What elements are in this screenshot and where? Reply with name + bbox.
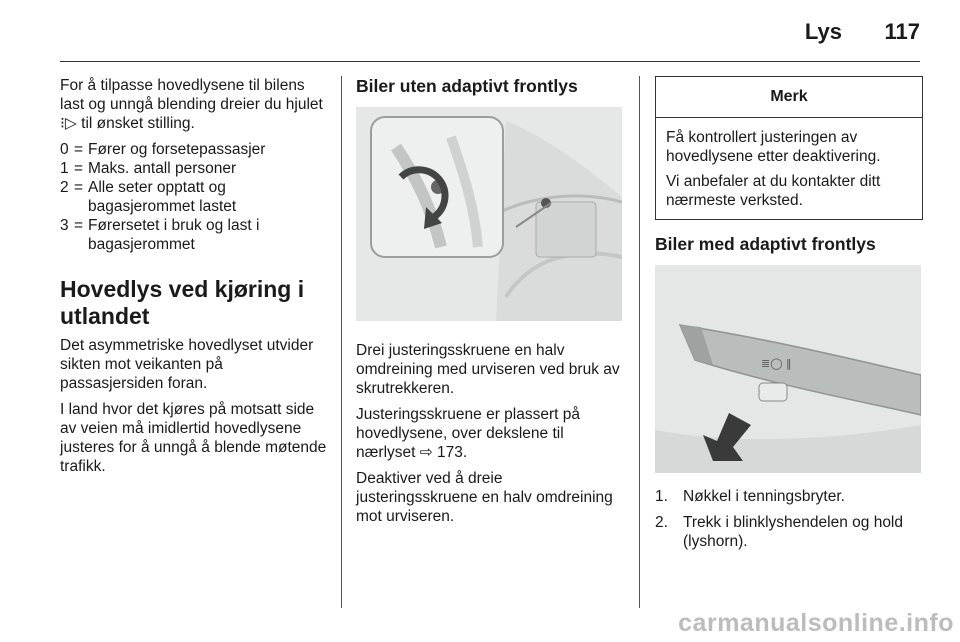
page-number: 117 (884, 19, 920, 44)
headlamp-adjust-illustration (356, 107, 622, 321)
list-item: 1. Nøkkel i tenningsbryter. (655, 488, 845, 505)
section-title: Lys (804, 19, 842, 44)
heading-adaptive: Biler med adaptivt frontlys (655, 234, 876, 254)
list-item: 2. Trekk i blinklyshendelen og hold (lyshorn). (655, 514, 903, 550)
list-item: 1 = Maks. antall personer (60, 160, 237, 177)
heading-abroad: Hovedlys ved kjøring i utlandet (60, 276, 305, 329)
turn-signal-lever-illustration (655, 265, 921, 473)
list-item: 2 = Alle seter opptatt og bagasjerommet lastet (60, 179, 237, 215)
header-rule (60, 61, 920, 62)
svg-text:≣◯ ‖: ≣◯ ‖ (761, 357, 792, 370)
load-settings-list (60, 140, 328, 254)
intro-paragraph: For å tilpasse hovedlysene til bilens last og unngå blending dreier du hjulet ⁝▷ til ønsket stilling. (60, 77, 323, 132)
heading-no-adaptive: Biler uten adaptivt frontlys (356, 76, 578, 96)
column-right (655, 76, 923, 555)
column-middle (356, 76, 626, 533)
column-divider-2 (639, 76, 640, 608)
note-text: Få kontrollert justeringen av hovedlysene etter deaktivering. (666, 129, 881, 165)
column-left (60, 76, 328, 483)
list-item: 3 = Førersetet i bruk og last i bagasjerommet (60, 217, 260, 253)
list-item: 0 = Fører og forsetepassasjer (60, 141, 266, 158)
paragraph: Deaktiver ved å dreie justeringsskruene en halv omdreining mot urviseren. (356, 470, 613, 525)
paragraph: Det asymmetriske hovedlyset utvider sikten mot veikanten på passasjersiden foran. (60, 337, 314, 392)
watermark: carmanualsonline.info (678, 609, 954, 637)
note-box (655, 76, 923, 220)
paragraph: Justeringsskruene er plassert på hovedlysene, over dekslene til nærlyset ⇨ 173. (356, 406, 581, 461)
note-title: Merk (656, 77, 922, 118)
note-text: Vi anbefaler at du kontakter ditt nærmeste verksted. (666, 173, 881, 209)
steps-list (655, 487, 923, 551)
paragraph: Drei justeringsskruene en halv omdreining med urviseren ved bruk av skrutrekkeren. (356, 342, 620, 397)
paragraph: I land hvor det kjøres på motsatt side av veien må imidlertid hovedlysene justeres for å unngå å blende møtende trafikk. (60, 401, 327, 475)
column-divider-1 (341, 76, 342, 608)
page-header (0, 0, 960, 60)
